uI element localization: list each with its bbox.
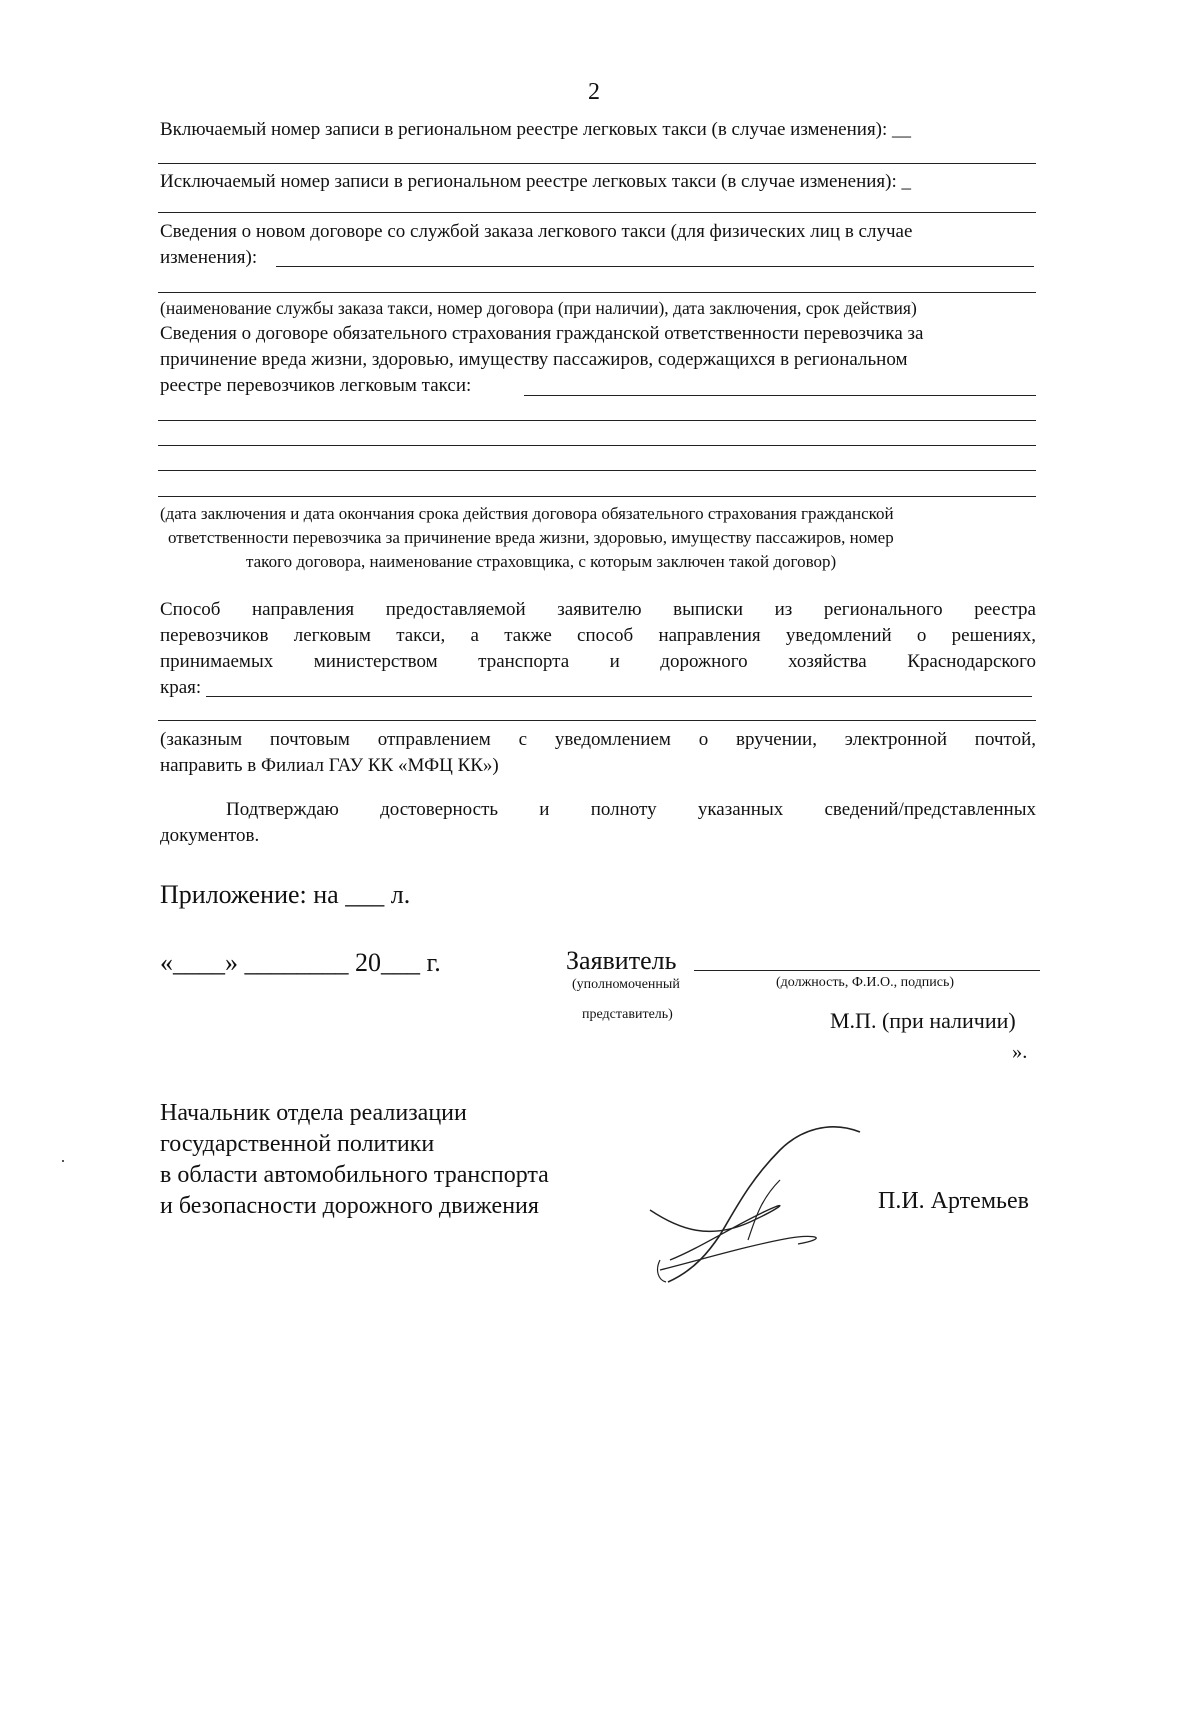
- delivery-line3: принимаемых министерством транспорта и дорожного хозяйства Краснодарского: [160, 651, 1036, 672]
- delivery-line4: края:: [160, 677, 202, 698]
- included-record-field: Включаемый номер записи в региональном реестре легковых такси (в случае изменения): __: [160, 119, 912, 140]
- position-line: государственной политики: [160, 1131, 435, 1157]
- confirm-line2: документов.: [160, 825, 260, 846]
- position-title: [160, 1098, 549, 1222]
- new-contract-hint: (наименование службы заказа такси, номер договора (при наличии), дата заключения, срок действия): [160, 298, 917, 318]
- applicant-sign-line: [694, 970, 1040, 971]
- insurance-line-b: [158, 445, 1036, 446]
- new-contract-line1: Сведения о новом договоре со службой заказа легкового такси (для физических лиц в случае: [160, 221, 913, 242]
- closing-quote: ».: [1012, 1041, 1028, 1063]
- insurance-line1: Сведения о договоре обязательного страхования гражданской ответственности перевозчика за: [160, 323, 924, 344]
- applicant-label: Заявитель: [566, 946, 677, 975]
- insurance-line-a: [158, 420, 1036, 421]
- new-contract-fill-line: [276, 266, 1034, 267]
- attachment-label: Приложение: на ___ л.: [160, 880, 411, 909]
- signer-name: П.И. Артемьев: [878, 1188, 1029, 1214]
- delivery-line2: перевозчиков легковым такси, а также способ направления уведомлений о решениях,: [160, 625, 1036, 646]
- insurance-line3: реестре перевозчиков легковым такси:: [160, 375, 472, 396]
- new-contract-line: [158, 292, 1036, 293]
- signature-scribble: [640, 1110, 880, 1290]
- authorized-line1: (уполномоченный: [572, 977, 680, 992]
- included-record-line: [158, 163, 1036, 164]
- position-line: в области автомобильного транспорта: [160, 1162, 549, 1188]
- delivery-line1: Способ направления предоставляемой заявителю выписки из регионального реестра: [160, 599, 1036, 620]
- insurance-hint-line3: такого договора, наименование страховщика, с которым заключен такой договор): [246, 552, 837, 571]
- delivery-hint-line2: направить в Филиал ГАУ КК «МФЦ КК»): [160, 755, 499, 776]
- position-line: Начальник отдела реализации: [160, 1100, 467, 1126]
- excluded-record-line: [158, 212, 1036, 213]
- date-field: «____» ________ 20___ г.: [160, 948, 441, 977]
- insurance-hint-line2: ответственности перевозчика за причинение вреда жизни, здоровью, имуществу пассажиров, номер: [168, 528, 894, 547]
- insurance-hint-line1: (дата заключения и дата окончания срока действия договора обязательного страхования гражданской: [160, 504, 894, 523]
- scan-speck: [62, 1160, 64, 1162]
- sign-hint: (должность, Ф.И.О., подпись): [776, 975, 955, 990]
- insurance-line-c: [158, 470, 1036, 471]
- insurance-fill-line: [524, 395, 1036, 396]
- insurance-line-d: [158, 496, 1036, 497]
- delivery-fill-line: [206, 696, 1032, 697]
- confirm-line1: Подтверждаю достоверность и полноту указанных сведений/представленных: [226, 799, 1036, 820]
- page-number: 2: [588, 79, 600, 105]
- authorized-line2: представитель): [582, 1007, 673, 1022]
- delivery-hint-line1: (заказным почтовым отправлением с уведомлением о вручении, электронной почтой,: [160, 729, 1036, 750]
- excluded-record-field: Исключаемый номер записи в региональном реестре легковых такси (в случае изменения): _: [160, 171, 912, 192]
- delivery-line: [158, 720, 1036, 721]
- new-contract-line2: изменения):: [160, 247, 258, 268]
- seal-label: М.П. (при наличии): [830, 1008, 1016, 1033]
- position-line: и безопасности дорожного движения: [160, 1193, 539, 1219]
- insurance-line2: причинение вреда жизни, здоровью, имуществу пассажиров, содержащихся в региональном: [160, 349, 908, 370]
